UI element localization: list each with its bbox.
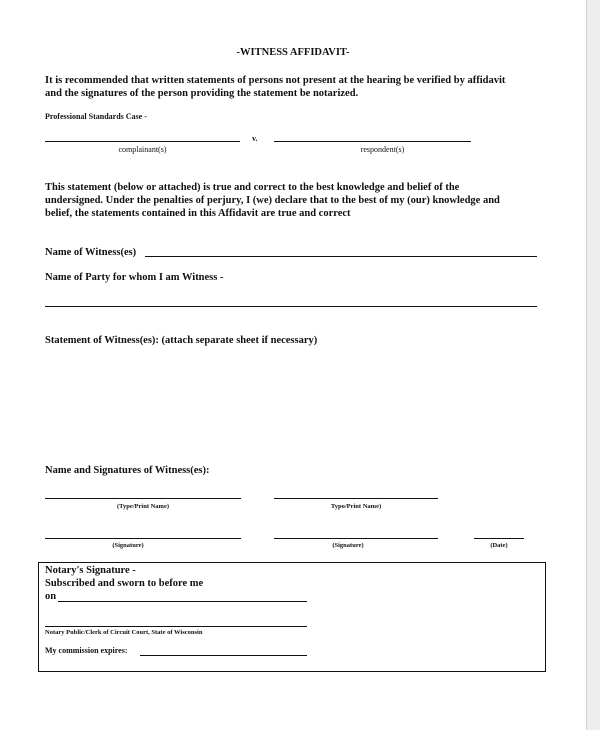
respondent-caption: respondent(s) <box>360 145 405 154</box>
notary-sworn-label: Subscribed and sworn to before me <box>45 578 204 589</box>
party-line[interactable] <box>45 306 537 307</box>
notary-signature-label: Notary's Signature - <box>45 565 136 576</box>
intro-line-1: It is recommended that written statements of persons not present at the hearing be verified by affidavit <box>45 75 506 86</box>
type-print-caption-1: (Type/Print Name) <box>116 503 170 510</box>
respondent-line[interactable] <box>274 141 471 142</box>
print-name-line-2[interactable] <box>274 498 438 499</box>
intro-line-2: and the signatures of the person providing the statement be notarized. <box>45 88 359 99</box>
signature-line-1[interactable] <box>45 538 241 539</box>
notary-clerk-caption: Notary Public/Clerk of Circuit Court, State of Wisconsin <box>45 629 203 636</box>
complainant-caption: complainant(s) <box>118 145 167 154</box>
case-label: Professional Standards Case - <box>45 112 147 121</box>
complainant-line[interactable] <box>45 141 240 142</box>
commission-expires-line[interactable] <box>140 655 307 656</box>
signatures-heading: Name and Signatures of Witness(es): <box>45 465 210 476</box>
statement-line-2: undersigned. Under the penalties of perjury, I (we) declare that to the best of my (our) knowledge and <box>45 195 500 206</box>
notary-on-label: on <box>45 591 57 602</box>
statement-line-1: This statement (below or attached) is true and correct to the best knowledge and belief of the <box>45 182 460 193</box>
statement-of-witness-label: Statement of Witness(es): (attach separate sheet if necessary) <box>45 335 318 346</box>
notary-signature-line[interactable] <box>45 626 307 627</box>
signature-caption-2: (Signature) <box>332 542 364 549</box>
commission-expires-label: My commission expires: <box>45 646 128 655</box>
date-line[interactable] <box>474 538 524 539</box>
witness-name-line[interactable] <box>145 256 537 257</box>
type-print-caption-2: Typo/Print Name) <box>330 503 382 510</box>
signature-caption-1: (Signature) <box>112 542 144 549</box>
document-title: -WITNESS AFFIDAVIT- <box>236 47 350 58</box>
signature-line-2[interactable] <box>274 538 438 539</box>
notary-date-line[interactable] <box>58 601 307 602</box>
versus-label: v. <box>252 134 258 143</box>
witness-name-label: Name of Witness(es) <box>45 247 137 258</box>
statement-line-3: belief, the statements contained in this Affidavit are true and correct <box>45 208 351 219</box>
party-label: Name of Party for whom I am Witness - <box>45 272 224 283</box>
print-name-line-1[interactable] <box>45 498 241 499</box>
date-caption: (Date) <box>490 542 508 549</box>
